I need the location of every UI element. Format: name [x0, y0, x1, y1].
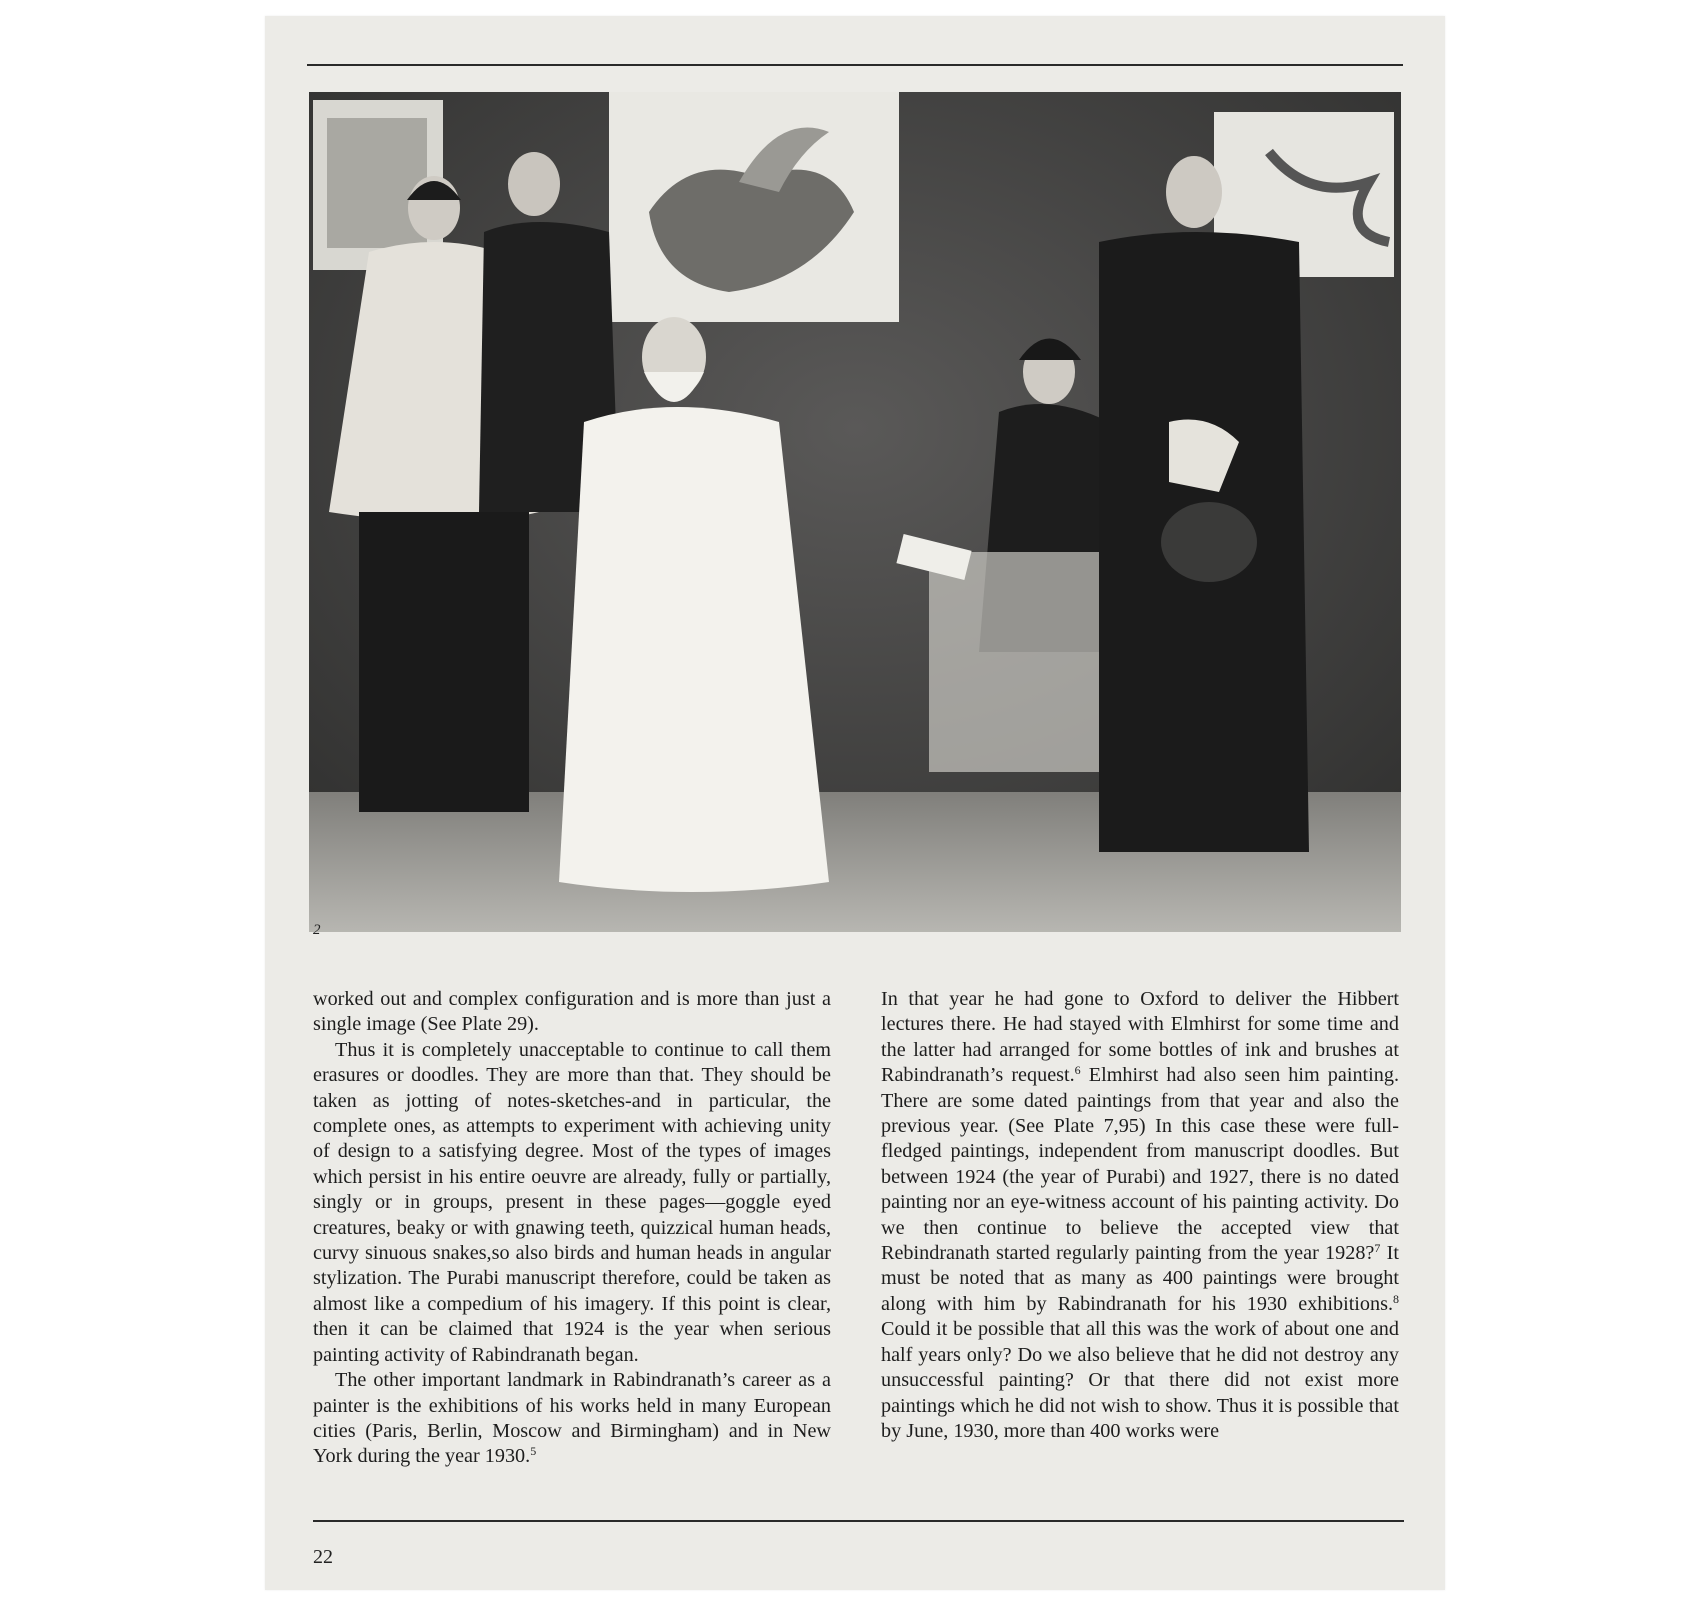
footnote-ref[interactable]: 6: [1074, 1063, 1081, 1078]
text-column-right: [881, 987, 1399, 1444]
text-column-left: [313, 987, 831, 1470]
footnote-ref[interactable]: 8: [1393, 1291, 1399, 1306]
plate-number: 2: [313, 922, 321, 938]
paragraph: The other important landmark in Rabindranath’s career as a painter is the exhibitions of his works held in many European cities (Paris, Berlin, Moscow and Birmingham) and in New York during the year 1930.$^5$: [313, 1369, 831, 1468]
top-rule: [307, 64, 1403, 66]
bottom-rule: [313, 1520, 1404, 1522]
paragraph: In that year he had gone to Oxford to deliver the Hibbert lectures there. He had stayed with Elmhirst for some time and the latter had arranged for some bottles of ink and brushes at Rabindranath’s request.$^6$ Elmhirst had also seen him painting. There are some dated paintings from that year and also the previous year. (See Plate 7,95) In this case these were full-fledged paintings, independent from manuscript doodles. But between 1924 (the year of Purabi) and 1927, there is no dated painting nor an eye-witness account of his painting activity. Do we then continue to believe the accepted view that Rebindranath started regularly painting from the year 1928?$^7$ It must be noted that as many as 400 paintings were brought along with him by Rabindranath for his 1930 exhibitions.$^8$ Could it be possible that all this was the work of about one and half years only? Do we also believe that he did not destroy any unsuccessful painting? Or that there did not exist more paintings which he did not wish to show. Thus it is possible that by June, 1930, more than 400 works were: [881, 988, 1399, 1442]
paragraph: Thus it is completely unacceptable to continue to call them erasures or doodles. They are more than that. They should be taken as jotting of notes-sketches-and in particular, the complete ones, as attempts to experiment with achieving unity of design to a satisfying degree. Most of the types of images which persist in his entire oeuvre are already, fully or partially, singly or in groups, present in these pages—goggle eyed creatures, beaky or with gnawing teeth, quizzical human heads, curvy sinuous snakes,so also birds and human heads in angular stylization. The Purabi manuscript therefore, could be taken as almost like a compedium of his imagery. If this point is clear, then it can be claimed that 1924 is the year when serious painting activity of Rabindranath began.: [313, 1038, 831, 1366]
footnote-ref[interactable]: 7: [1374, 1241, 1381, 1256]
group-photograph: [309, 92, 1401, 932]
photograph-illustration: [309, 92, 1401, 932]
page-number: 22: [313, 1546, 333, 1568]
footnote-ref[interactable]: 5: [530, 1444, 537, 1459]
paragraph: worked out and complex configuration and is more than just a single image (See Plate 29).: [313, 988, 831, 1036]
book-page: [265, 16, 1445, 1590]
